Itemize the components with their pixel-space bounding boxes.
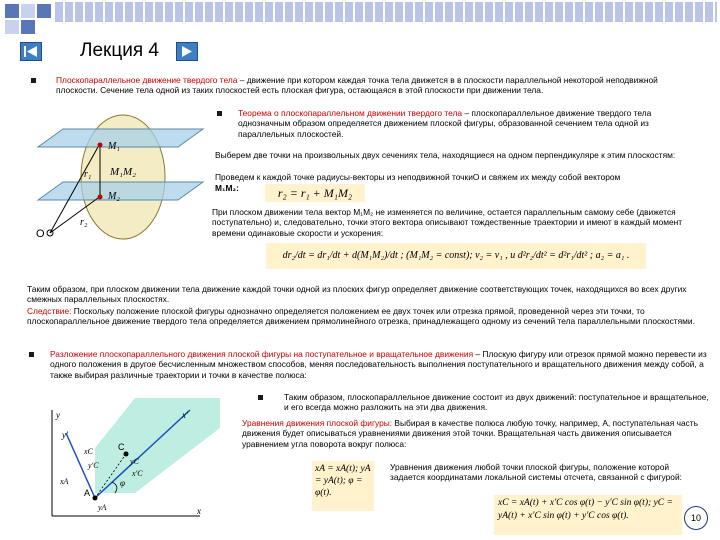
- theorem-text: – плоскопараллельное движение твердого тела однозначным образом определяется движением плоской фигуры, образованной сечением тела одной из параллельных плоскостей.: [238, 108, 652, 139]
- body-section-diagram: [28, 105, 218, 245]
- any-point-paragraph: Уравнения движения любой точки плоской фигуры, положение которой задается координатами локальной системы отсчета, связанной с фигурой:: [390, 462, 682, 483]
- theorem-line3: M₁M₂:: [215, 183, 239, 193]
- intro-term: Плоскопараллельное движение твердого тела: [56, 75, 238, 85]
- label-r2: r₂: [80, 217, 88, 228]
- vector-paragraph: При плоском движении тела вектор M₁M₂ не изменяется по величине, остается параллельным самому себе (движется поступательно) и, следовательно, точки этого вектора описывают тождественные траектории и имеют в каждый момент времени одинаковые скорости и ускорения:: [212, 207, 683, 238]
- upper-plane: [38, 129, 203, 147]
- corollary-term: Следствие:: [27, 306, 72, 316]
- decomposition-paragraph: [50, 349, 710, 380]
- velocity-acceleration-formula: dr₂/dt = dr₁/dt + d(M₁M₂)/dt ; (M₁M₂ = const); v₂ = v₁ , и d²r₂/dt² = d²r₁/dt² ; a₂ = a₁ .: [266, 243, 646, 269]
- first-slide-button[interactable]: [20, 42, 42, 61]
- theorem-line1: Выберем две точки на произвольных двух сечениях тела, находящиеся на одном перпендикуляре к этим плоскостям:: [215, 150, 676, 160]
- corollary-text: Поскольку положение плоской фигуры однозначно определяется положением ее двух точек или отрезка прямой, проведенной через эти точки, то плоскопараллельное движение твердого тела определяется движением прямолинейного отрезка, принадлежащего одному из сечений тела параллельными плоскостями.: [27, 306, 695, 327]
- point-a: [93, 496, 98, 501]
- pole-motion-formula: xA = xA(t); yA = yA(t); φ = φ(t).: [312, 461, 374, 511]
- header-decoration: [0, 0, 720, 40]
- point-m1: [98, 143, 103, 148]
- plane-figure: [95, 398, 220, 493]
- bullet-icon: [31, 78, 36, 83]
- label-phi: φ: [120, 478, 125, 488]
- bullet-icon: [29, 352, 34, 357]
- equations-text: Выбирая в качестве полюса любую точку, например, А, поступательная часть движения будет описываться уравнениями движения этой точки. Вращательная часть движения описывается уравнением угла поворота вокруг полюса:: [242, 418, 698, 449]
- point-motion-formula: xC = xA(t) + x′C cos φ(t) − y′C sin φ(t); yC = yA(t) + x′C sin φ(t) + y′C cos φ(t).: [494, 495, 682, 535]
- label-a: A: [84, 488, 91, 498]
- label-c: C: [118, 442, 125, 452]
- lower-plane: [38, 182, 203, 200]
- label-xc: xC: [84, 447, 93, 456]
- label-x-prime: x′: [182, 410, 188, 420]
- label-origin: O: [36, 228, 45, 240]
- label-xa: xA: [60, 477, 69, 486]
- equations-term: Уравнения движения плоской фигуры:: [242, 418, 393, 428]
- point-m2: [98, 195, 103, 200]
- moving-frame-diagram: [40, 398, 240, 520]
- label-m1m2: M₁M₂: [110, 166, 136, 178]
- theorem-line2: Проведем к каждой точке радиусы-векторы из неподвижной точкиO и свяжем их между собой вектором: [215, 172, 621, 182]
- page-title: Лекция 4: [80, 40, 159, 61]
- decomposition-summary: Таким образом, плоскопараллельное движение состоит из двух движений: поступательное и вращательное, и его всегда можно разложить на эти два движения.: [284, 392, 709, 413]
- theorem-paragraph: [238, 108, 658, 139]
- corollary-paragraph: [27, 306, 707, 327]
- label-r1: r₁: [84, 169, 92, 180]
- radius-vector-formula: r₂ = r₁ + M₁M₂: [265, 184, 365, 202]
- decomposition-text: – Плоскую фигуру или отрезок прямой можно перевести из одного положения в другое бесчисленным множеством способов, меняя последовательность выполнения поступательного и вращательного движения между собой, а также выбирая различные траектории и точки в качестве полюса:: [50, 349, 707, 380]
- point-c: [124, 452, 129, 457]
- conclusion-paragraph: Таким образом, при плоском движении тела движение каждой точки одной из плоских фигур определяет движение соответствующих точек, находящихся во всех других смежных параллельных плоскостях.: [27, 284, 687, 305]
- label-x: x: [197, 506, 201, 516]
- intro-text: – движение при котором каждая точка тела движется в в плоскости параллельной некоторой неподвижной плоскости. Сечение тела одной из таких плоскостей есть плоская фигура, остающаяся в этой плоскости при движении тела.: [56, 75, 658, 96]
- label-yc: yC: [130, 457, 139, 466]
- page-number-badge: [684, 506, 708, 530]
- label-ya: yA: [98, 503, 107, 512]
- next-slide-icon: [177, 43, 197, 60]
- decomposition-term: Разложение плоскопараллельного движения плоской фигуры на поступательное и вращательное движения: [50, 349, 474, 359]
- bullet-icon: [258, 395, 263, 400]
- intro-paragraph: [56, 75, 696, 96]
- theorem-term: Теорема о плоскопараллельном движении твердого тела: [238, 108, 463, 118]
- next-slide-button[interactable]: [176, 42, 198, 61]
- label-m2: M₂: [108, 191, 120, 202]
- label-xc-prime: x′C: [132, 469, 143, 478]
- first-slide-icon: [21, 43, 41, 60]
- equations-paragraph: [242, 418, 707, 449]
- label-y-prime: y′: [62, 430, 68, 440]
- label-y: y: [56, 410, 60, 420]
- label-m1: M₁: [108, 141, 120, 152]
- page-number: 10: [690, 513, 701, 523]
- label-yc-prime: y′C: [88, 461, 99, 470]
